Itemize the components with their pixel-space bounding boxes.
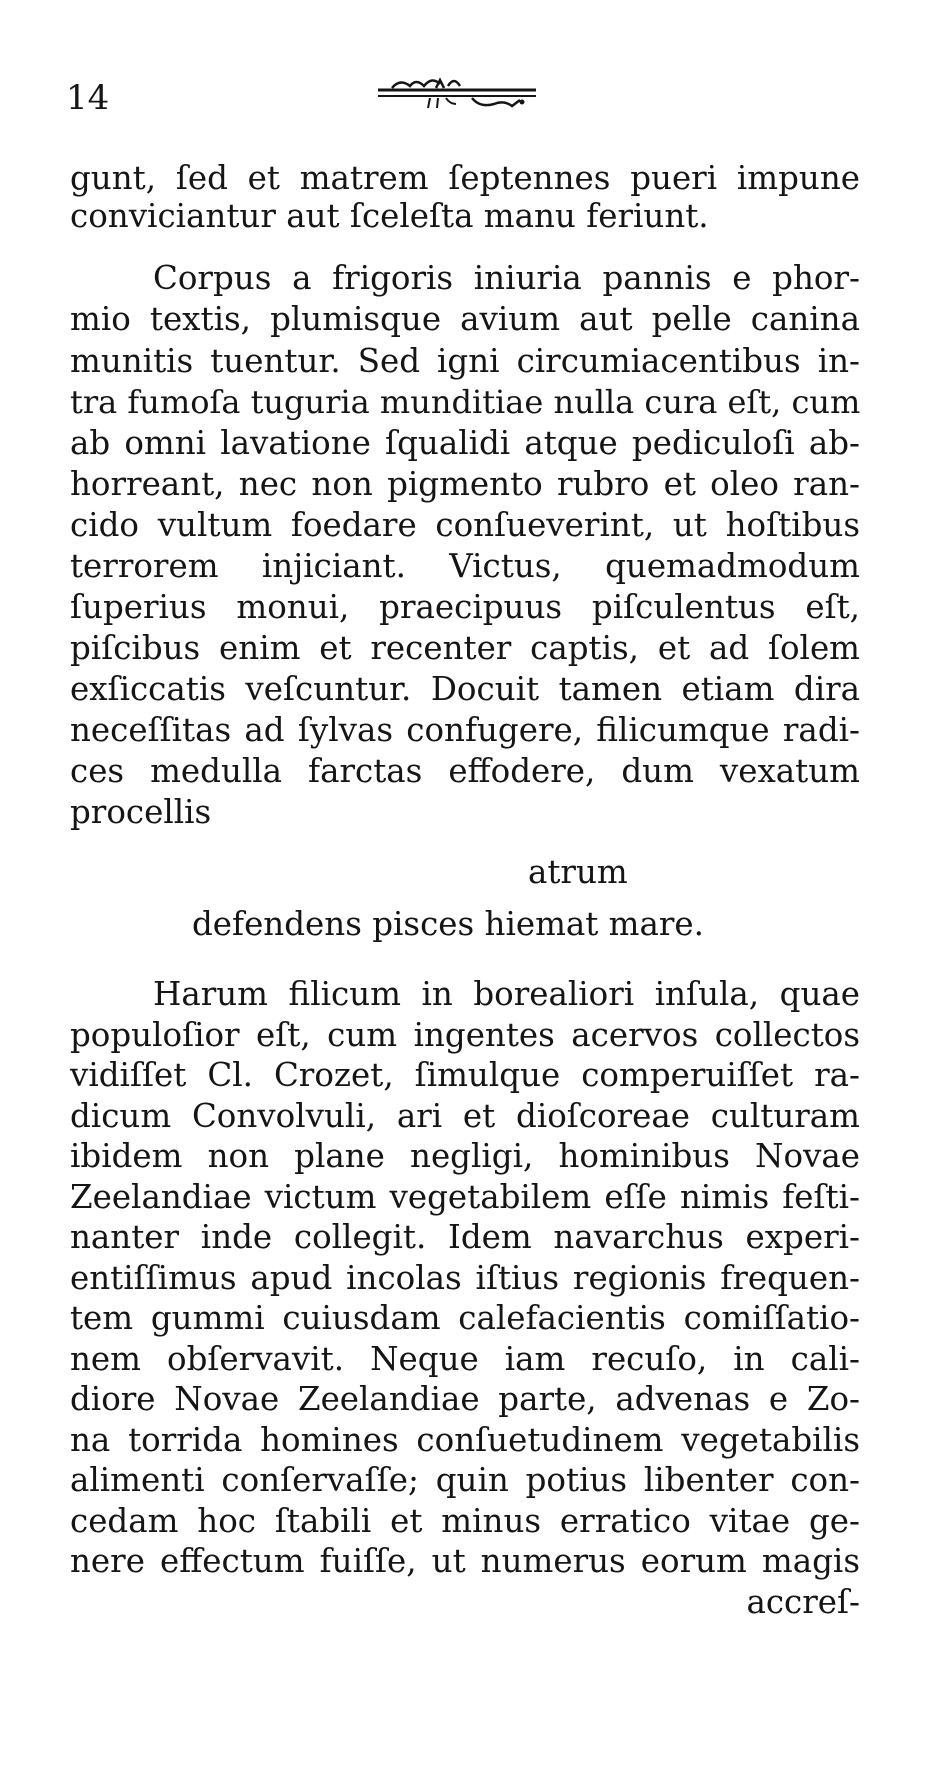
text-line: conviciantur aut ſceleſta manu feriunt.: [70, 197, 709, 235]
text-line: Corpus a frigoris iniuria pannis e phor-: [153, 259, 860, 297]
text-line: ces medulla farctas effodere, dum vexatum: [70, 752, 860, 790]
text-line: entiſſimus apud incolas iſtius regionis frequen-: [70, 1259, 860, 1297]
text-line: tra fumoſa tuguria munditiae nulla cura eſt, cum: [70, 383, 861, 421]
text-line: ſuperius monui, praecipuus piſculentus eſt,: [70, 588, 860, 626]
text-line: nanter inde collegit. Idem navarchus experi-: [70, 1218, 860, 1256]
text-line: cedam hoc ſtabili et minus erratico vitae ge-: [70, 1502, 860, 1540]
text-line: populoſior eſt, cum ingentes acervos collectos: [70, 1016, 860, 1054]
verse-line: atrum: [528, 853, 628, 891]
text-line: ibidem non plane negligi, hominibus Novae: [70, 1137, 860, 1175]
text-line: diore Novae Zeelandiae parte, advenas e Zo-: [70, 1380, 860, 1418]
text-line: exſiccatis veſcuntur. Docuit tamen etiam dira: [70, 670, 860, 708]
text-line: nem obſervavit. Neque iam recuſo, in cali-: [70, 1340, 860, 1378]
text-line: Zeelandiae victum vegetabilem eſſe nimis feſti-: [70, 1178, 860, 1216]
text-line: gunt, ſed et matrem ſeptennes pueri impune: [70, 159, 860, 197]
text-line: vidiſſet Cl. Crozet, ſimulque comperuiſſet ra-: [70, 1056, 860, 1094]
text-line: na torrida homines conſuetudinem vegetabilis: [70, 1421, 860, 1459]
text-line: dicum Convolvuli, ari et dioſcoreae culturam: [70, 1097, 860, 1135]
text-line: neceſſitas ad ſylvas confugere, filicumque radi-: [70, 711, 860, 749]
text-line: nere effectum fuiſſe, ut numerus eorum magis: [70, 1542, 860, 1580]
text-line: mio textis, plumisque avium aut pelle canina: [70, 300, 860, 338]
text-line: piſcibus enim et recenter captis, et ad ſolem: [70, 629, 860, 667]
text-line: Harum filicum in borealiori inſula, quae: [153, 975, 860, 1013]
text-line: munitis tuentur. Sed igni circumiacentibus in-: [70, 342, 860, 380]
page-number: 14: [66, 78, 110, 118]
text-line: terrorem injiciant. Victus, quemadmodum: [70, 547, 860, 585]
text-line: ab omni lavatione ſqualidi atque pediculoſi ab-: [70, 424, 860, 462]
text-line: tem gummi cuiusdam calefacientis comiſſatio-: [70, 1299, 860, 1337]
text-line: alimenti conſervaſſe; quin potius libenter con-: [70, 1461, 860, 1499]
text-line: procellis: [70, 793, 212, 831]
catchword: accreſ-: [746, 1583, 860, 1621]
verse-line: defendens pisces hiemat mare.: [192, 905, 704, 943]
decorative-ornament-icon: [372, 72, 542, 124]
text-line: horreant, nec non pigmento rubro et oleo ran-: [70, 465, 860, 503]
text-line: cido vultum foedare conſueverint, ut hoſtibus: [70, 506, 860, 544]
